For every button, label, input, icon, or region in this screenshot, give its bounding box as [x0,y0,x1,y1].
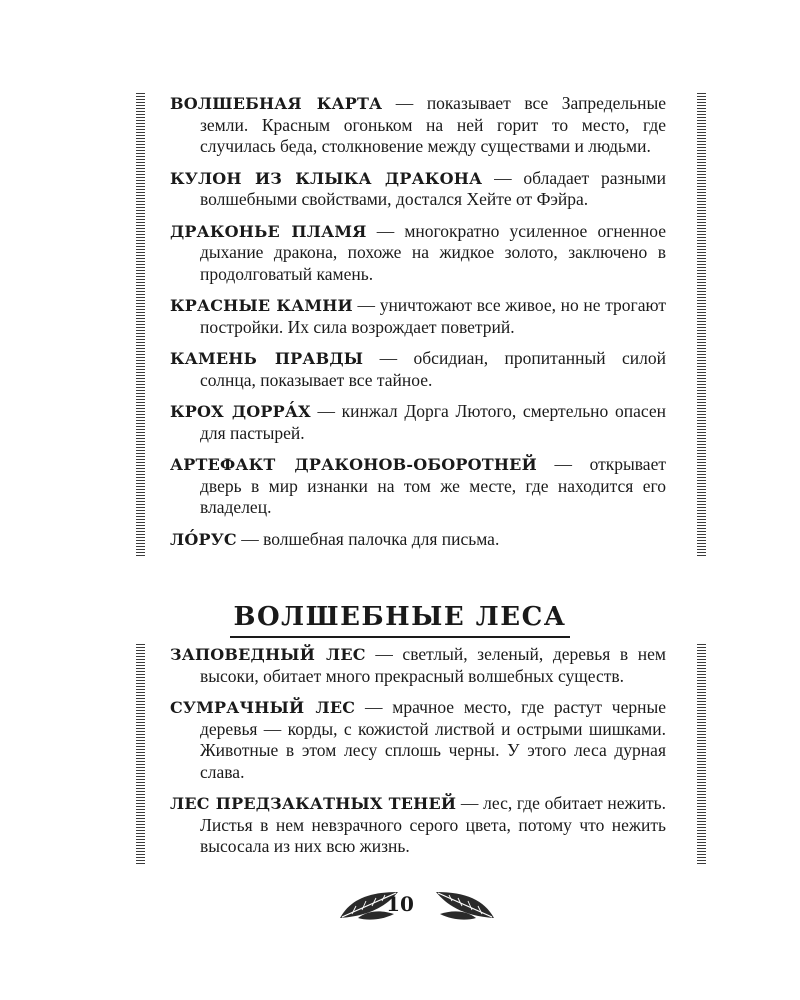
entry-term: ЛО́РУС [170,529,237,549]
entry-definition: — уничтожают все живое, но не трогают постройки. Их сила возрождает поветрий. [200,295,666,337]
decorative-border-right [697,644,706,866]
entry-term: АРТЕФАКТ ДРАКОНОВ-ОБОРОТНЕЙ [170,455,537,474]
entry-definition: — мрачное место, где растут черные деревья — корды, с кожистой листвой и острыми шишками. Животные в этом лесу сплошь черны. У этого леса дурная слава. [200,697,666,782]
glossary-section-forests [136,644,706,866]
entry-term: ЛЕС ПРЕДЗАКАТНЫХ ТЕНЕЙ [170,794,457,813]
page-footer [0,888,800,924]
decorative-border-left [136,644,145,866]
entry-term: СУМРАЧНЫЙ ЛЕС [170,698,356,717]
entry-definition: — обладает разными волшебными свойствами, достался Хейте от Фэйра. [200,167,666,209]
entry-term: КРАСНЫЕ КАМНИ [170,296,353,315]
entry-list [170,93,666,560]
entry-term: КАМЕНЬ ПРАВДЫ [170,349,364,368]
glossary-entry [170,401,666,444]
entry-term: ВОЛШЕБНАЯ КАРТА [170,94,383,113]
page-number: 10 [386,892,414,916]
entry-term: КРОХ ДОРРА́Х [170,402,311,421]
glossary-entry [170,93,666,158]
glossary-entry [170,295,666,338]
glossary-entry [170,221,666,286]
entry-term: ДРАКОНЬЕ ПЛАМЯ [170,221,367,241]
glossary-entry [170,697,666,783]
entry-definition: — кинжал Дорга Лютого, смертельно опасен для пастырей. [200,401,666,443]
entry-term: КУЛОН ИЗ КЛЫКА ДРАКОНА [170,168,483,188]
glossary-entry [170,793,666,858]
section-heading [0,602,800,638]
glossary-entry [170,168,666,211]
glossary-entry [170,644,666,687]
glossary-entry [170,454,666,519]
entry-definition: — показывает все Запредельные земли. Красным огоньком на ней горит то место, где случилась беда, столкновение между существами и людьми. [200,93,666,156]
entry-definition: — светлый, зеленый, деревья в нем высоки, обитает много прекрасный волшебных существ. [200,644,666,686]
leaf-ornament-icon [432,888,496,922]
entry-definition: — волшебная палочка для письма. [236,528,500,549]
entry-definition: — лес, где обитает нежить. Листья в нем невзрачного серого цвета, потому что нежить высосала из них всю жизнь. [200,793,666,856]
entry-definition: — открывает дверь в мир изнанки на том же месте, где находится его владелец. [200,454,666,517]
decorative-border-right [697,93,706,558]
glossary-entry [170,348,666,391]
entry-list [170,644,666,868]
entry-term: ЗАПОВЕДНЫЙ ЛЕС [170,645,366,664]
entry-definition: — обсидиан, пропитанный силой солнца, показывает все тайное. [200,348,666,390]
decorative-border-left [136,93,145,558]
section-heading-text: ВОЛШЕБНЫЕ ЛЕСА [230,602,571,638]
glossary-entry [170,529,666,551]
entry-definition: — многократно усиленное огненное дыхание дракона, похоже на жидкое золото, заключено в продолговатый камень. [200,220,666,284]
glossary-section-artifacts [136,93,706,558]
